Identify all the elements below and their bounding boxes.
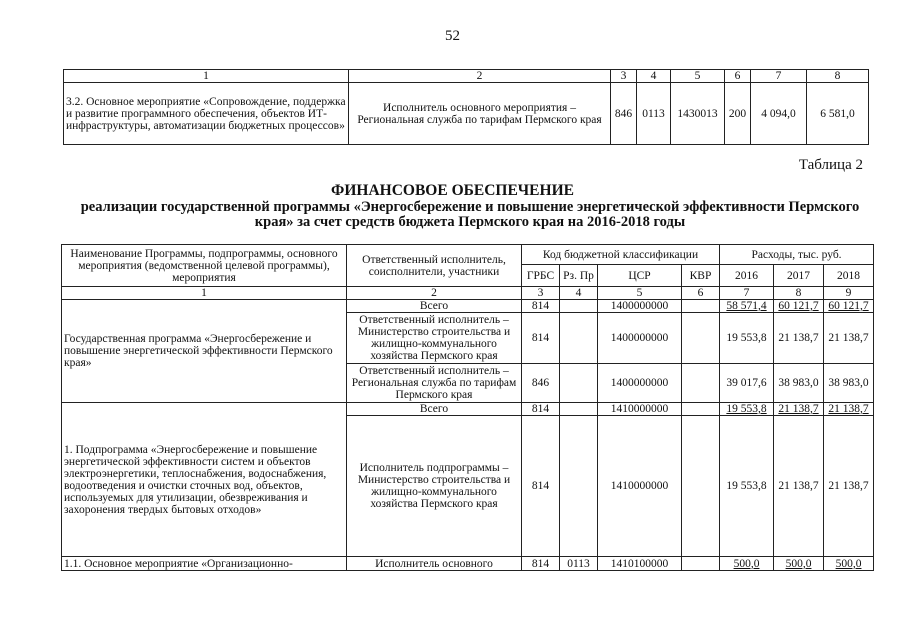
amount-2018: 21 138,7 bbox=[824, 313, 874, 364]
header-name: Наименование Программы, подпрограммы, основного мероприятия (ведомственной целевой программы), мероприятия bbox=[62, 245, 347, 287]
rz-cell bbox=[560, 313, 598, 364]
header-2018: 2018 bbox=[824, 265, 874, 287]
executor-cell: Исполнитель основного мероприятия – Региональная служба по тарифам Пермского края bbox=[349, 83, 611, 145]
col-number: 8 bbox=[774, 287, 824, 300]
amount-2017: 21 138,7 bbox=[774, 403, 824, 416]
col-number: 1 bbox=[62, 287, 347, 300]
page-subtitle: реализации государственной программы «Энергосбережение и повышение энергетической эффективности Пермского края» за счет средств бюджета Пермского края на 2016-2018 годы bbox=[80, 199, 860, 230]
amount-2016: 4 094,0 bbox=[751, 83, 807, 145]
rz-cell: 0113 bbox=[637, 83, 671, 145]
rz-cell bbox=[560, 300, 598, 313]
executor-cell: Всего bbox=[347, 300, 522, 313]
executor-cell: Ответственный исполнитель – Министерство строительства и жилищно-коммунального хозяйства Пермского края bbox=[347, 313, 522, 364]
amount-2016: 39 017,6 bbox=[720, 364, 774, 403]
page-title: ФИНАНСОВОЕ ОБЕСПЕЧЕНИЕ bbox=[331, 182, 574, 199]
col-number: 5 bbox=[598, 287, 682, 300]
amount-2018: 500,0 bbox=[824, 557, 874, 571]
col-number: 4 bbox=[560, 287, 598, 300]
header-executor: Ответственный исполнитель, соисполнители, участники bbox=[347, 245, 522, 287]
kvr-cell bbox=[682, 403, 720, 416]
amount-2017: 21 138,7 bbox=[774, 313, 824, 364]
grbs-cell: 814 bbox=[522, 300, 560, 313]
csr-cell: 1410000000 bbox=[598, 416, 682, 557]
table-row bbox=[62, 403, 874, 416]
col-number: 1 bbox=[64, 70, 349, 83]
grbs-cell: 814 bbox=[522, 557, 560, 571]
col-number: 8 bbox=[807, 70, 869, 83]
col-number: 3 bbox=[611, 70, 637, 83]
header-row bbox=[62, 245, 874, 265]
header-budget-code: Код бюджетной классификации bbox=[522, 245, 720, 265]
grbs-cell: 814 bbox=[522, 313, 560, 364]
rz-cell bbox=[560, 416, 598, 557]
csr-cell: 1410000000 bbox=[598, 403, 682, 416]
col-number: 9 bbox=[824, 287, 874, 300]
table-row bbox=[62, 300, 874, 313]
col-number: 7 bbox=[720, 287, 774, 300]
financing-table bbox=[61, 244, 874, 571]
kvr-cell bbox=[682, 416, 720, 557]
amount-2016: 500,0 bbox=[720, 557, 774, 571]
col-number: 6 bbox=[725, 70, 751, 83]
subprogram-name: 1. Подпрограмма «Энергосбережение и повышение энергетической эффективности систем и объектов электроэнергетики, теплоснабжения, водоснабжения, водоотведения и очистки сточных вод, объектов, используемых для утилизации, обезвреживания и захоронения твердых бытовых отходов» bbox=[62, 403, 347, 557]
amount-2016: 19 553,8 bbox=[720, 416, 774, 557]
csr-cell: 1410100000 bbox=[598, 557, 682, 571]
amount-2017: 38 983,0 bbox=[774, 364, 824, 403]
measure-name: 1.1. Основное мероприятие «Организационно- bbox=[62, 557, 347, 571]
grbs-cell: 846 bbox=[611, 83, 637, 145]
csr-cell: 1400000000 bbox=[598, 300, 682, 313]
header-expenses: Расходы, тыс. руб. bbox=[720, 245, 874, 265]
csr-cell: 1430013 bbox=[671, 83, 725, 145]
col-number: 2 bbox=[347, 287, 522, 300]
kvr-cell bbox=[682, 300, 720, 313]
col-number: 3 bbox=[522, 287, 560, 300]
kvr-cell bbox=[682, 313, 720, 364]
grbs-cell: 814 bbox=[522, 403, 560, 416]
amount-2018: 38 983,0 bbox=[824, 364, 874, 403]
col-number: 5 bbox=[671, 70, 725, 83]
col-number: 6 bbox=[682, 287, 720, 300]
col-number: 7 bbox=[751, 70, 807, 83]
rz-cell bbox=[560, 403, 598, 416]
amount-2017: 500,0 bbox=[774, 557, 824, 571]
program-name: Государственная программа «Энергосбережение и повышение энергетической эффективности Пермского края» bbox=[62, 300, 347, 403]
previous-table bbox=[63, 69, 869, 145]
executor-cell: Исполнитель подпрограммы – Министерство строительства и жилищно-коммунального хозяйства Пермского края bbox=[347, 416, 522, 557]
amount-2018: 21 138,7 bbox=[824, 416, 874, 557]
header-kvr: КВР bbox=[682, 265, 720, 287]
col-number: 4 bbox=[637, 70, 671, 83]
header-2017: 2017 bbox=[774, 265, 824, 287]
previous-table-header-row bbox=[64, 70, 869, 83]
header-csr: ЦСР bbox=[598, 265, 682, 287]
header-2016: 2016 bbox=[720, 265, 774, 287]
page-number: 52 bbox=[445, 28, 460, 44]
executor-cell: Ответственный исполнитель – Региональная служба по тарифам Пермского края bbox=[347, 364, 522, 403]
amount-2016: 19 553,8 bbox=[720, 313, 774, 364]
amount-2016: 58 571,4 bbox=[720, 300, 774, 313]
header-grbs: ГРБС bbox=[522, 265, 560, 287]
column-numbers-row bbox=[62, 287, 874, 300]
header-rz: Рз. Пр bbox=[560, 265, 598, 287]
csr-cell: 1400000000 bbox=[598, 313, 682, 364]
amount-2018: 60 121,7 bbox=[824, 300, 874, 313]
kvr-cell bbox=[682, 557, 720, 571]
grbs-cell: 814 bbox=[522, 416, 560, 557]
amount-2017: 60 121,7 bbox=[774, 300, 824, 313]
table-row bbox=[62, 557, 874, 571]
executor-cell: Исполнитель основного bbox=[347, 557, 522, 571]
executor-cell: Всего bbox=[347, 403, 522, 416]
csr-cell: 1400000000 bbox=[598, 364, 682, 403]
col-number: 2 bbox=[349, 70, 611, 83]
measure-name: 3.2. Основное мероприятие «Сопровождение, поддержка и развитие программного обеспечения, объектов ИТ-инфраструктуры, автоматизации бюджетных процессов» bbox=[64, 83, 349, 145]
amount-2016: 19 553,8 bbox=[720, 403, 774, 416]
kvr-cell bbox=[682, 364, 720, 403]
rz-cell: 0113 bbox=[560, 557, 598, 571]
amount-2017: 21 138,7 bbox=[774, 416, 824, 557]
kvr-cell: 200 bbox=[725, 83, 751, 145]
table-label: Таблица 2 bbox=[798, 157, 863, 173]
table-row bbox=[64, 83, 869, 145]
grbs-cell: 846 bbox=[522, 364, 560, 403]
amount-2017: 6 581,0 bbox=[807, 83, 869, 145]
amount-2018: 21 138,7 bbox=[824, 403, 874, 416]
rz-cell bbox=[560, 364, 598, 403]
